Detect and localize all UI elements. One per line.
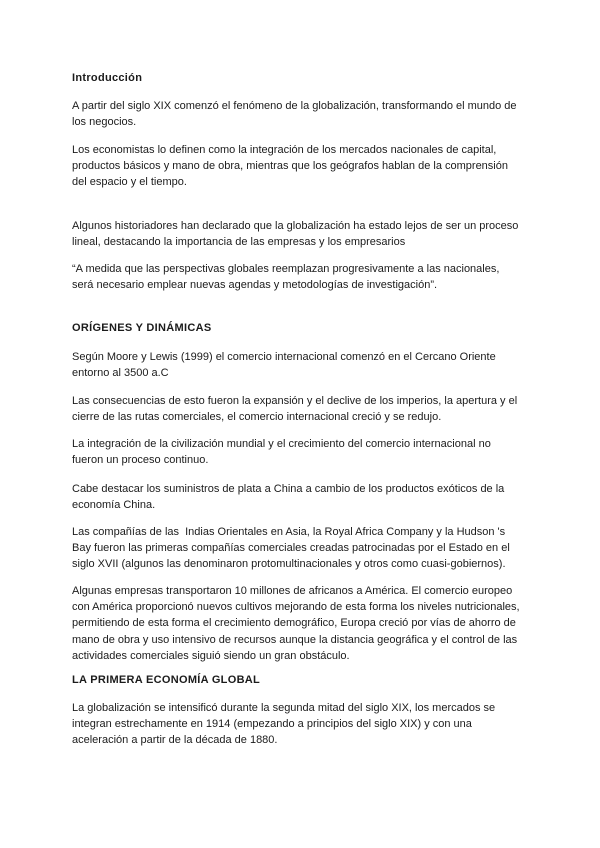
paragraph-line: lineal, destacando la importancia de las empresas y los empresarios (72, 236, 406, 249)
paragraph (72, 142, 542, 191)
paragraph (72, 481, 542, 513)
paragraph-line: entorno al 3500 a.C (72, 367, 169, 380)
paragraph-line: La integración de la civilización mundial y el crecimiento del comercio internacional no (72, 438, 491, 450)
paragraph-line: siglo XVII (algunos las denominaron protomultinacionales y otros como cuasi-gobiernos). (72, 558, 506, 571)
heading-text: ORÍGENES Y DINÁMICAS (72, 322, 212, 334)
heading-text: LA PRIMERA ECONOMÍA GLOBAL (72, 674, 261, 686)
paragraph-line: La globalización se intensificó durante la segunda mitad del siglo XIX, los mercados se (72, 702, 496, 714)
quote-paragraph (72, 261, 542, 293)
paragraph-line: Las consecuencias de esto fueron la expansión y el declive de los imperios, la apertura y el (72, 395, 518, 407)
paragraph-line: mano de obra y uso intensivo de recursos aunque la distancia geográfica y el control de las (72, 633, 518, 646)
paragraph (72, 583, 542, 664)
paragraph-line: Algunos historiadores han declarado que la globalización ha estado lejos de ser un proceso (72, 220, 519, 232)
paragraph-line: permitiendo de esta forma el crecimiento demográfico, Europa creció por vías de ahorro de (72, 617, 516, 630)
paragraph-line: economía China. (72, 499, 156, 512)
paragraph-line: Cabe destacar los suministros de plata a China a cambio de los productos exóticos de la (72, 483, 505, 495)
paragraph-line: actividades comerciales siguió siendo un gran obstáculo. (72, 649, 350, 662)
paragraph-line: Algunas empresas transportaron 10 millones de africanos a América. El comercio europeo (72, 585, 513, 597)
paragraph-line: aceleración a partir de la década de 1880. (72, 734, 278, 747)
paragraph (72, 218, 542, 250)
paragraph-line: del espacio y el tiempo. (72, 176, 187, 189)
paragraph (72, 436, 542, 468)
paragraph-line: los negocios. (72, 116, 137, 129)
paragraph-line: Bay fueron las primeras compañías comerciales creadas patrocinadas por el Estado en el (72, 542, 510, 555)
paragraph-line: productos básicos y mano de obra, mientras que los geógrafos hablan de la comprensión (72, 160, 508, 173)
paragraph-line: “A medida que las perspectivas globales reemplazan progresivamente a las nacionales, (72, 263, 500, 275)
paragraph-line: Según Moore y Lewis (1999) el comercio internacional comenzó en el Cercano Oriente (72, 351, 496, 363)
paragraph-line: Los economistas lo definen como la integración de los mercados nacionales de capital, (72, 144, 497, 156)
paragraph (72, 393, 542, 425)
paragraph-line: Las compañías de las Indias Orientales en Asia, la Royal Africa Company y la Hudson 's (72, 526, 506, 538)
paragraph-line: A partir del siglo XIX comenzó el fenómeno de la globalización, transformando el mundo de (72, 100, 517, 112)
paragraph-line: con América proporcionó nuevos cultivos mejorando de esta forma los niveles nutricionales, (72, 601, 520, 614)
paragraph (72, 98, 542, 130)
section-heading-origenes (72, 320, 542, 336)
paragraph (72, 349, 542, 381)
paragraph-line: será necesario emplear nuevas agendas y metodologías de investigación”. (72, 279, 438, 292)
paragraph-line: integran estrechamente en 1914 (empezando a principios del siglo XIX) y con una (72, 718, 472, 731)
paragraph (72, 700, 542, 749)
paragraph (72, 524, 542, 573)
section-heading-primera-economia-global (72, 672, 542, 688)
paragraph-line: cierre de las rutas comerciales, el comercio internacional creció y se redujo. (72, 411, 442, 424)
section-heading-introduccion (72, 70, 542, 86)
heading-text: Introducción (72, 72, 143, 84)
paragraph-line: fueron un proceso continuo. (72, 454, 209, 467)
